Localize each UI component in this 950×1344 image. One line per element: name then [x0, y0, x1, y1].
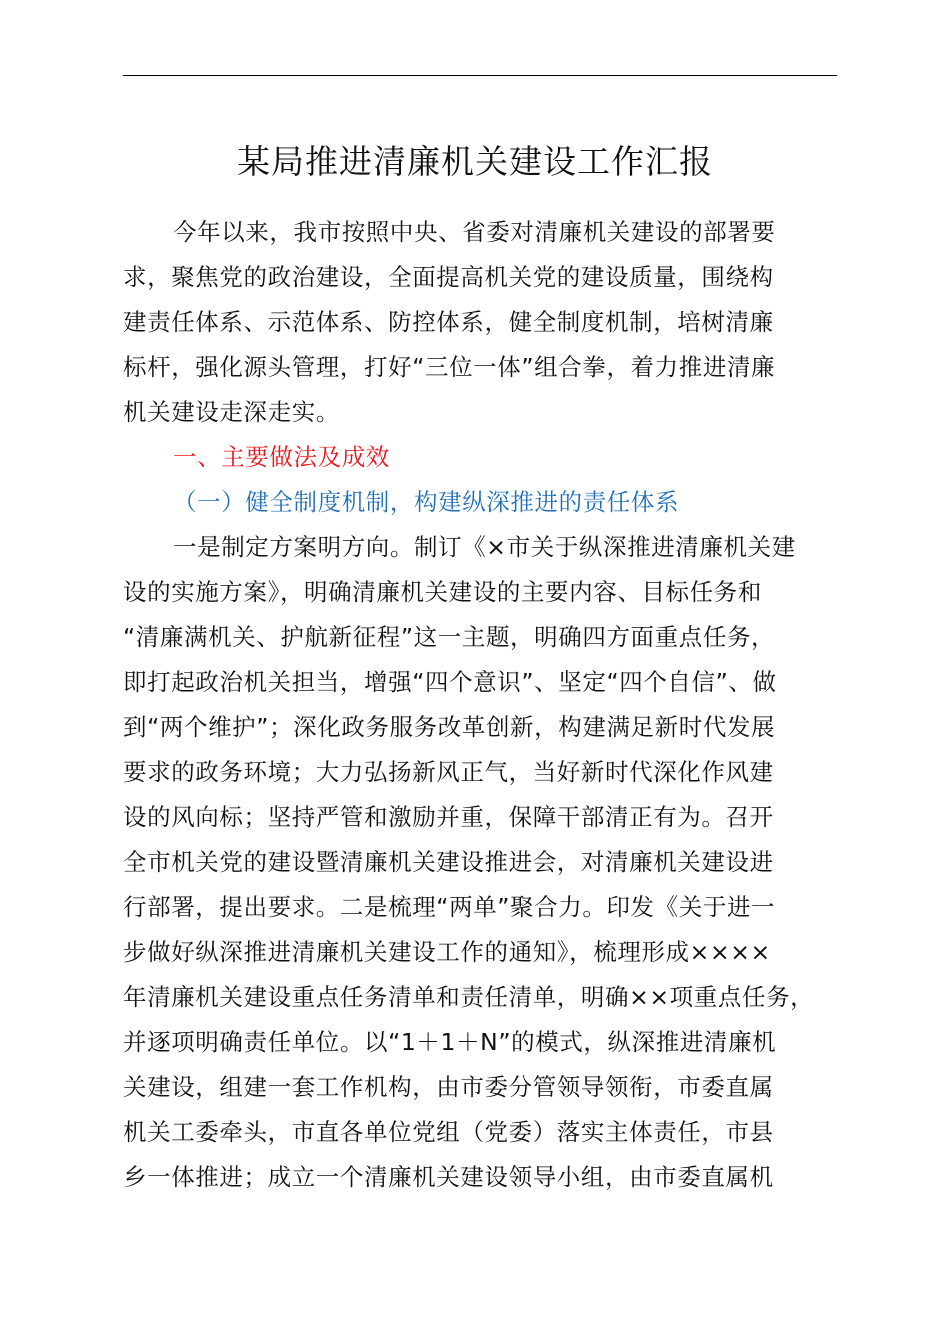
- document-body: [123, 210, 853, 1200]
- paragraph-line: 要求的政务环境；大力弘扬新风正气，当好新时代深化作风建: [123, 758, 774, 786]
- paragraph-line: 关建设，组建一套工作机构，由市委分管领导领衔，市委直属: [123, 1073, 774, 1101]
- paragraph-line: 并逐项明确责任单位。以“1＋1＋N”的模式，纵深推进清廉机: [123, 1028, 777, 1056]
- paragraph-line: 机关建设走深走实。: [123, 398, 340, 426]
- paragraph-line: 到“两个维护”；深化政务服务改革创新，构建满足新时代发展: [123, 713, 776, 741]
- paragraph-line: 标杆，强化源头管理，打好“三位一体”组合拳，着力推进清廉: [123, 353, 776, 381]
- paragraph-line: 建责任体系、示范体系、防控体系，健全制度机制，培树清廉: [123, 308, 774, 336]
- section-heading: 一、主要做法及成效: [173, 443, 390, 471]
- paragraph-line: 行部署，提出要求。二是梳理“两单”聚合力。印发《关于进一: [123, 893, 776, 921]
- paragraph-line: 乡一体推进；成立一个清廉机关建设领导小组，由市委直属机: [123, 1163, 774, 1191]
- paragraph-line: 今年以来，我市按照中央、省委对清廉机关建设的部署要: [173, 218, 776, 246]
- paragraph-line: 机关工委牵头，市直各单位党组（党委）落实主体责任，市县: [123, 1118, 774, 1146]
- paragraph-line: 步做好纵深推进清廉机关建设工作的通知》，梳理形成××××: [123, 938, 771, 966]
- paragraph-line: 一是制定方案明方向。制订《×市关于纵深推进清廉机关建: [173, 533, 796, 561]
- paragraph-line: 设的风向标；坚持严管和激励并重，保障干部清正有为。召开: [123, 803, 774, 831]
- subsection-heading: （一）健全制度机制，构建纵深推进的责任体系: [173, 488, 680, 516]
- header-rule: [123, 75, 837, 76]
- paragraph-line: 年清廉机关建设重点任务清单和责任清单，明确××项重点任务，: [123, 983, 815, 1011]
- paragraph-line: 即打起政治机关担当，增强“四个意识”、坚定“四个自信”、做: [123, 668, 777, 696]
- page-title: 某局推进清廉机关建设工作汇报: [237, 142, 713, 181]
- paragraph-line: 设的实施方案》，明确清廉机关建设的主要内容、目标任务和: [123, 578, 762, 606]
- paragraph-line: 求，聚焦党的政治建设，全面提高机关党的建设质量，围绕构: [123, 263, 774, 291]
- paragraph-line: 全市机关党的建设暨清廉机关建设推进会，对清廉机关建设进: [123, 848, 774, 876]
- paragraph-line: “清廉满机关、护航新征程”这一主题，明确四方面重点任务，: [123, 623, 776, 651]
